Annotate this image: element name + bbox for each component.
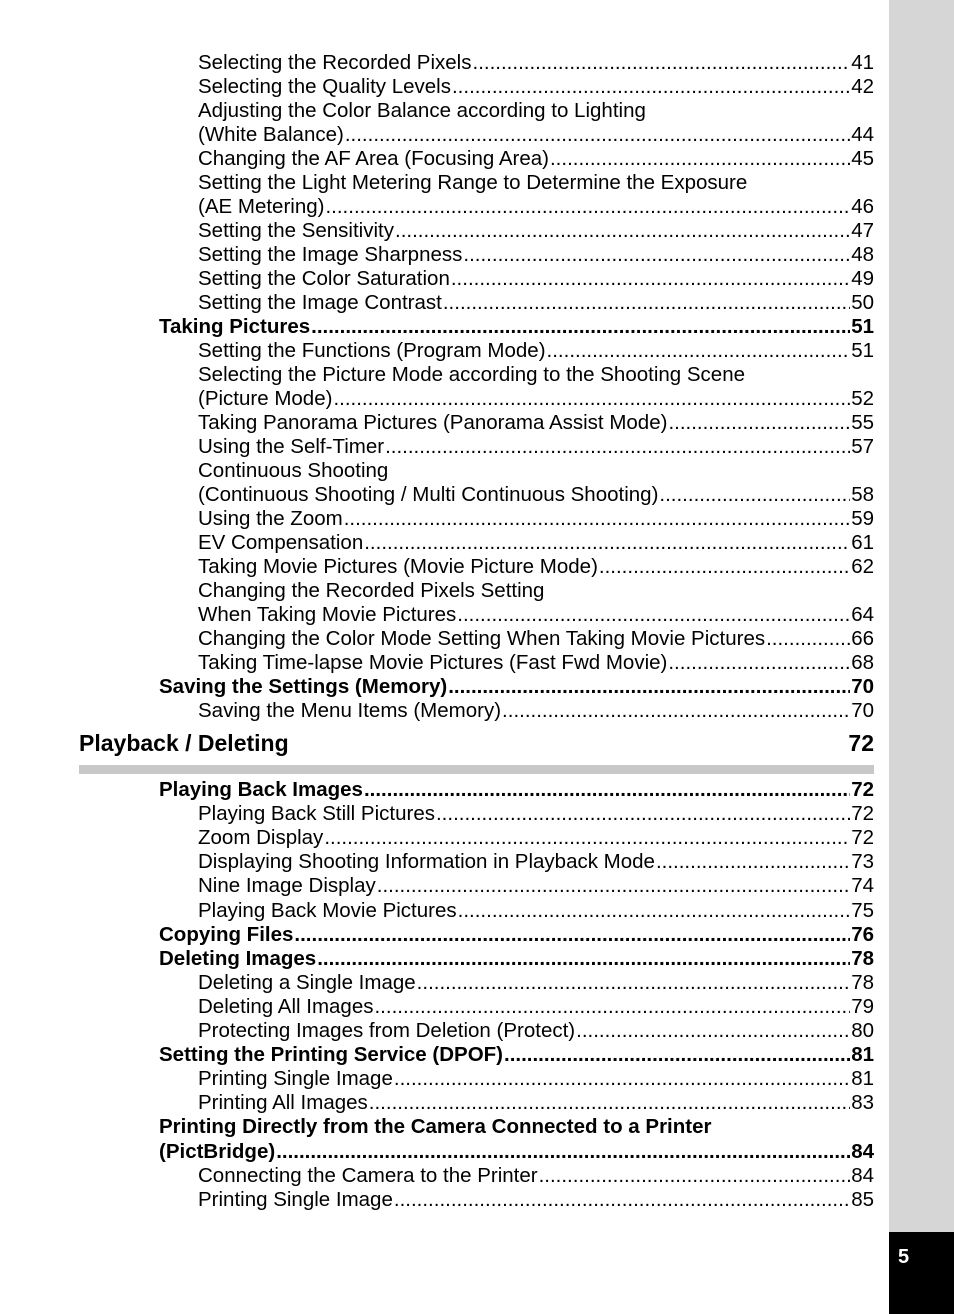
dot-leader	[668, 411, 850, 435]
dot-leader	[276, 1140, 850, 1164]
toc-entry-title: Saving the Menu Items (Memory)	[198, 699, 502, 722]
toc-entry-title: Saving the Settings (Memory)	[159, 675, 448, 698]
toc-entry-page: 41	[851, 51, 874, 74]
dot-leader	[452, 75, 850, 99]
dot-leader	[374, 995, 850, 1019]
toc-entry-title: Setting the Light Metering Range to Determine the Exposure	[198, 171, 748, 194]
toc-entry-page: 49	[851, 267, 874, 290]
toc-entry-title: (White Balance)	[198, 123, 344, 146]
toc-entry-picture-mode[interactable]	[198, 387, 874, 411]
toc-entry-white-balance[interactable]	[198, 123, 874, 147]
toc-entry-title: Setting the Image Sharpness	[198, 243, 463, 266]
dot-leader	[659, 483, 850, 507]
toc-entry-when-taking-movie-pictures[interactable]	[198, 603, 874, 627]
section-heading[interactable]	[79, 730, 874, 758]
toc-entry-title: Changing the AF Area (Focusing Area)	[198, 147, 549, 170]
toc-entry-title: Taking Pictures	[159, 315, 311, 338]
dot-leader	[417, 971, 851, 995]
dot-leader	[377, 874, 850, 898]
toc-entry-setting-the-image-contrast[interactable]	[198, 291, 874, 315]
dot-leader	[550, 147, 850, 171]
toc-entry-page: 59	[851, 507, 874, 530]
dot-leader	[436, 802, 850, 826]
toc-entry-page: 45	[851, 147, 874, 170]
toc-entry-title: Deleting All Images	[198, 994, 374, 1018]
toc-entry-printing-single-image[interactable]	[198, 1067, 874, 1091]
toc-entry-title: (Continuous Shooting / Multi Continuous Shooting)	[198, 483, 659, 506]
toc-entry-title: Setting the Image Contrast	[198, 291, 442, 314]
dot-leader	[576, 1019, 850, 1043]
toc-entry-page: 78	[851, 946, 874, 970]
toc-entry-deleting-all-images[interactable]	[198, 995, 874, 1019]
toc-entry-page: 85	[851, 1187, 874, 1211]
toc-entry-page: 51	[851, 339, 874, 362]
toc-entry-page: 55	[851, 411, 874, 434]
toc-entry-page: 74	[851, 874, 874, 898]
toc-entry-page: 72	[851, 826, 874, 850]
toc-entry-printing-single-image[interactable]	[198, 1188, 874, 1212]
toc-entry-page: 61	[851, 531, 874, 554]
toc-entry-page: 73	[851, 850, 874, 874]
dot-leader	[394, 1188, 850, 1212]
toc-entry-using-the-zoom[interactable]	[198, 507, 874, 531]
toc-entry-title: Setting the Functions (Program Mode)	[198, 339, 546, 362]
toc-entry-title: (PictBridge)	[159, 1139, 276, 1163]
toc-entry-adjusting-the-color-balance-according-to-lightin[interactable]	[198, 99, 874, 123]
toc-entry-title: Printing Single Image	[198, 1187, 393, 1211]
toc-entry-page: 48	[851, 243, 874, 266]
toc-entry-title: Setting the Color Saturation	[198, 267, 450, 290]
toc-entry-title: Setting the Printing Service (DPOF)	[159, 1043, 503, 1067]
toc-entry-title: Copying Files	[159, 922, 294, 946]
toc-entry-title: Using the Zoom	[198, 507, 343, 530]
toc-entry-title: When Taking Movie Pictures	[198, 603, 457, 626]
dot-leader	[547, 339, 851, 363]
toc-entry-continuous-shooting[interactable]	[198, 459, 874, 483]
toc-entry-selecting-the-picture-mode-according-to-the-shoo[interactable]	[198, 363, 874, 387]
toc-entry-title: Selecting the Recorded Pixels	[198, 51, 472, 74]
toc-entry-protecting-images-from-deletion-protect[interactable]	[198, 1019, 874, 1043]
toc-entry-page: 72	[851, 802, 874, 826]
dot-leader	[364, 778, 850, 802]
toc-entry-title: Taking Panorama Pictures (Panorama Assist Mode)	[198, 411, 668, 434]
dot-leader	[766, 627, 850, 651]
toc-entry-changing-the-recorded-pixels-setting[interactable]	[198, 579, 874, 603]
toc-entry-page: 51	[851, 315, 874, 338]
toc-entry-page: 47	[851, 219, 874, 242]
toc-entry-deleting-images[interactable]	[159, 947, 874, 971]
section-divider	[79, 765, 874, 774]
dot-leader	[463, 243, 850, 267]
toc-entry-title: Deleting a Single Image	[198, 970, 416, 994]
toc-entry-page: 58	[851, 483, 874, 506]
dot-leader	[443, 291, 850, 315]
toc-entry-title: Printing All Images	[198, 1091, 368, 1115]
toc-entry-page: 52	[851, 387, 874, 410]
dot-leader	[504, 1043, 850, 1067]
toc-entry-saving-the-settings-memory[interactable]	[159, 675, 874, 699]
toc-entry-page: 83	[851, 1091, 874, 1115]
toc-entry-title: (Picture Mode)	[198, 387, 333, 410]
dot-leader	[344, 507, 850, 531]
toc-entry-page: 84	[851, 1163, 874, 1187]
toc-entry-title: Playing Back Images	[159, 778, 363, 801]
toc-entry-setting-the-color-saturation[interactable]	[198, 267, 874, 291]
toc-entry-nine-image-display[interactable]	[198, 874, 874, 898]
toc-entry-page: 66	[851, 627, 874, 650]
toc-entry-title: Nine Image Display	[198, 874, 376, 898]
toc-entry-title: Continuous Shooting	[198, 459, 389, 482]
toc-entry-title: Changing the Recorded Pixels Setting	[198, 579, 545, 602]
dot-leader	[369, 1091, 850, 1115]
toc-entry-page: 62	[851, 555, 874, 578]
toc-entry-title: Selecting the Quality Levels	[198, 75, 451, 98]
toc-entry-page: 72	[851, 778, 874, 801]
toc-entry-page: 42	[851, 75, 874, 98]
toc-entry-taking-panorama-pictures-panorama-assist-mode[interactable]	[198, 411, 874, 435]
toc-entry-page: 76	[851, 922, 874, 946]
toc-entry-setting-the-image-sharpness[interactable]	[198, 243, 874, 267]
toc-entry-pictbridge[interactable]	[159, 1140, 874, 1164]
toc-entry-copying-files[interactable]	[159, 923, 874, 947]
toc-entry-page: 75	[851, 898, 874, 922]
toc-entry-title: Playing Back Still Pictures	[198, 802, 435, 826]
toc-entry-playing-back-images[interactable]	[159, 778, 874, 802]
toc-entry-playing-back-movie-pictures[interactable]	[198, 899, 874, 923]
dot-leader	[385, 435, 850, 459]
dot-leader	[668, 651, 850, 675]
dot-leader	[457, 603, 850, 627]
toc-entry-changing-the-color-mode-setting-when-taking-movi[interactable]	[198, 627, 874, 651]
toc-entry-setting-the-sensitivity[interactable]	[198, 219, 874, 243]
toc-entry-title: (AE Metering)	[198, 195, 325, 218]
toc-entry-title: Setting the Sensitivity	[198, 219, 394, 242]
toc-entry-selecting-the-recorded-pixels[interactable]	[198, 51, 874, 75]
toc-entry-title: Deleting Images	[159, 946, 317, 970]
dot-leader	[333, 387, 850, 411]
toc-entry-setting-the-printing-service-dpof[interactable]	[159, 1043, 874, 1067]
dot-leader	[502, 699, 850, 723]
toc-entry-displaying-shooting-information-in-playback-mode[interactable]	[198, 850, 874, 874]
toc-entry-title: EV Compensation	[198, 531, 364, 554]
toc-entry-page: 81	[851, 1043, 874, 1067]
toc-entry-title: Printing Single Image	[198, 1067, 393, 1091]
toc-entry-title: Taking Movie Pictures (Movie Picture Mode)	[198, 555, 598, 578]
toc-entry-deleting-a-single-image[interactable]	[198, 971, 874, 995]
toc-entry-using-the-self-timer[interactable]	[198, 435, 874, 459]
toc-entry-changing-the-af-area-focusing-area[interactable]	[198, 147, 874, 171]
dot-leader	[364, 531, 850, 555]
page-number-tab	[889, 1232, 954, 1314]
toc-entry-title: Selecting the Picture Mode according to the Shooting Scene	[198, 363, 746, 386]
dot-leader	[345, 123, 850, 147]
dot-leader	[448, 675, 850, 699]
toc-entry-page: 70	[851, 675, 874, 698]
toc-entry-title: Using the Self-Timer	[198, 435, 385, 458]
toc-entry-title: Printing Directly from the Camera Connected to a Printer	[159, 1115, 712, 1139]
dot-leader	[395, 219, 850, 243]
toc-entry-title: Protecting Images from Deletion (Protect)	[198, 1019, 576, 1042]
page-number: 5	[898, 1246, 910, 1268]
toc-entry-setting-the-light-metering-range-to-determine-th[interactable]	[198, 171, 874, 195]
dot-leader	[656, 850, 850, 874]
dot-leader	[294, 923, 850, 947]
toc-entry-zoom-display[interactable]	[198, 826, 874, 850]
toc-entry-page: 64	[851, 603, 874, 626]
toc-entry-printing-all-images[interactable]	[198, 1091, 874, 1115]
dot-leader	[599, 555, 850, 579]
toc-entry-page: 81	[851, 1067, 874, 1091]
dot-leader	[317, 947, 850, 971]
toc-entry-title: Taking Time-lapse Movie Pictures (Fast Fwd Movie)	[198, 651, 668, 674]
dot-leader	[451, 267, 850, 291]
toc-entry-taking-pictures[interactable]	[159, 315, 874, 339]
toc-entry-page: 44	[851, 123, 874, 146]
toc-entry-playing-back-still-pictures[interactable]	[198, 802, 874, 826]
dot-leader	[324, 826, 850, 850]
toc-entry-page: 80	[851, 1019, 874, 1042]
toc-entry-title: Zoom Display	[198, 826, 324, 850]
dot-leader	[311, 315, 850, 339]
toc-entry-page: 50	[851, 291, 874, 314]
toc-entry-taking-movie-pictures-movie-picture-mode[interactable]	[198, 555, 874, 579]
toc-entry-page: 79	[851, 994, 874, 1018]
section-title: Playback / Deleting	[79, 730, 289, 756]
toc-entry-title: Adjusting the Color Balance according to Lighting	[198, 99, 646, 122]
toc-entry-page: 57	[851, 435, 874, 458]
toc-entry-printing-directly-from-the-camera-connected-to-a[interactable]	[159, 1115, 874, 1139]
dot-leader	[458, 899, 851, 923]
toc-entry-page: 78	[851, 970, 874, 994]
toc-entry-continuous-shooting-multi-continuous-shooting[interactable]	[198, 483, 874, 507]
toc-entry-page: 68	[851, 651, 874, 674]
toc-entry-selecting-the-quality-levels[interactable]	[198, 75, 874, 99]
toc-entry-page: 84	[851, 1139, 874, 1163]
toc-entry-setting-the-functions-program-mode[interactable]	[198, 339, 874, 363]
dot-leader	[394, 1067, 850, 1091]
toc-entry-ev-compensation[interactable]	[198, 531, 874, 555]
side-tab	[889, 0, 954, 1314]
section-page: 72	[848, 730, 874, 756]
toc-entry-title: Displaying Shooting Information in Playback Mode	[198, 850, 655, 874]
toc-entry-page: 46	[851, 195, 874, 218]
toc-entry-page: 70	[851, 699, 874, 722]
toc-entry-title: Changing the Color Mode Setting When Taking Movie Pictures	[198, 627, 766, 650]
toc-entry-saving-the-menu-items-memory[interactable]	[198, 699, 874, 723]
dot-leader	[325, 195, 850, 219]
toc-entry-title: Playing Back Movie Pictures	[198, 898, 457, 922]
toc-entry-connecting-the-camera-to-the-printer[interactable]	[198, 1164, 874, 1188]
toc-entry-title: Connecting the Camera to the Printer	[198, 1163, 538, 1187]
toc-entry-taking-time-lapse-movie-pictures-fast-fwd-movie[interactable]	[198, 651, 874, 675]
toc-entry-ae-metering[interactable]	[198, 195, 874, 219]
dot-leader	[539, 1164, 851, 1188]
dot-leader	[473, 51, 851, 75]
